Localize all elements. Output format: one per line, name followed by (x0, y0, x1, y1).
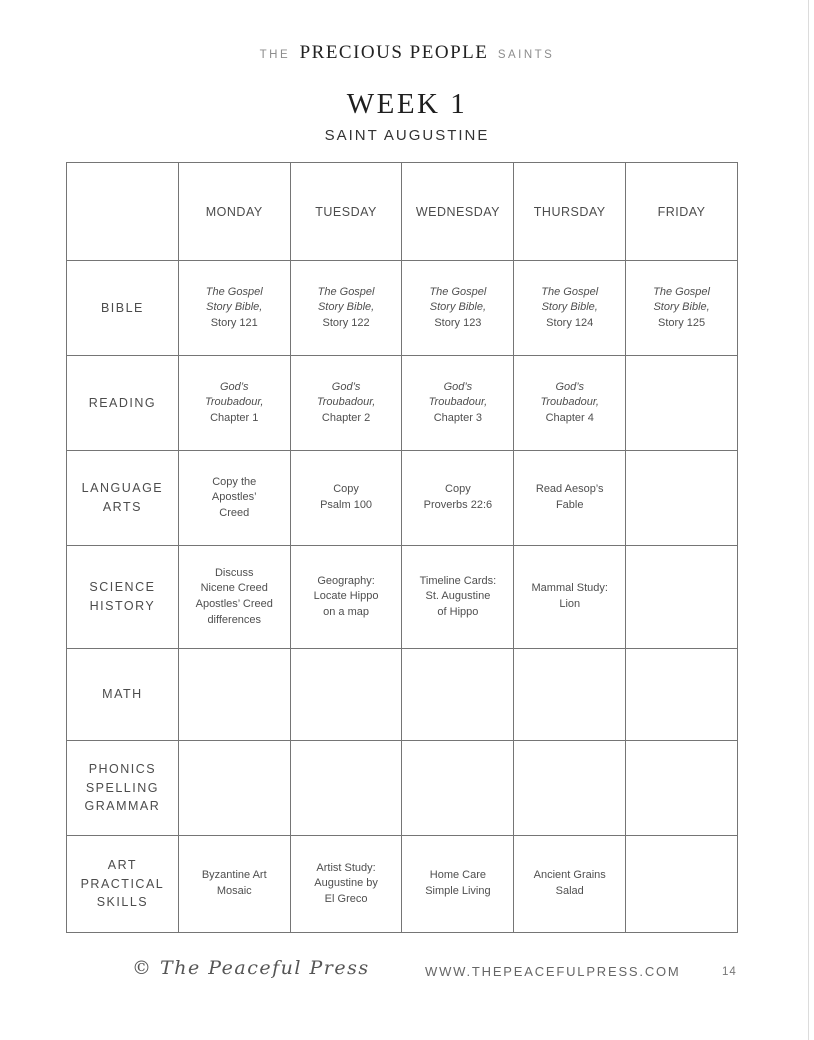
schedule-cell (178, 649, 290, 741)
schedule-cell: Artist Study: Augustine by El Greco (290, 836, 402, 933)
schedule-cell (626, 649, 738, 741)
subject-label: MATH (67, 649, 179, 741)
schedule-cell: God’s Troubadour, Chapter 1 (178, 356, 290, 451)
schedule-cell (514, 649, 626, 741)
subject-row (67, 451, 738, 546)
subject-label: READING (67, 356, 179, 451)
schedule-cell (178, 741, 290, 836)
page-edge-line (808, 0, 809, 1040)
schedule-cell: Ancient Grains Salad (514, 836, 626, 933)
subject-row (67, 356, 738, 451)
schedule-cell: The Gospel Story Bible, Story 121 (178, 261, 290, 356)
copyright-text: © The Peaceful Press (132, 957, 370, 979)
subject-label: BIBLE (67, 261, 179, 356)
day-header-wednesday: WEDNESDAY (402, 163, 514, 261)
schedule-cell (626, 741, 738, 836)
page-number: 14 (722, 966, 737, 978)
schedule-cell: God’s Troubadour, Chapter 2 (290, 356, 402, 451)
schedule-cell: Byzantine Art Mosaic (178, 836, 290, 933)
subject-label: PHONICS SPELLING GRAMMAR (67, 741, 179, 836)
schedule-cell: Copy the Apostles’ Creed (178, 451, 290, 546)
schedule-header (67, 163, 738, 261)
brand-pre: THE (259, 49, 291, 61)
schedule-cell: Discuss Nicene Creed Apostles’ Creed differences (178, 546, 290, 649)
brand-header (0, 42, 814, 64)
weekly-schedule-table (66, 162, 738, 933)
schedule-cell: The Gospel Story Bible, Story 122 (290, 261, 402, 356)
day-header-thursday: THURSDAY (514, 163, 626, 261)
schedule-cell: Copy Psalm 100 (290, 451, 402, 546)
subject-label: SCIENCE HISTORY (67, 546, 179, 649)
schedule-cell (626, 451, 738, 546)
day-header-tuesday: TUESDAY (290, 163, 402, 261)
schedule-cell: God’s Troubadour, Chapter 3 (402, 356, 514, 451)
schedule-cell: Read Aesop’s Fable (514, 451, 626, 546)
schedule-cell: Mammal Study: Lion (514, 546, 626, 649)
schedule-cell: Copy Proverbs 22:6 (402, 451, 514, 546)
schedule-body (67, 261, 738, 933)
day-header-monday: MONDAY (178, 163, 290, 261)
subject-row (67, 546, 738, 649)
brand-title: PRECIOUS PEOPLE (299, 42, 489, 63)
schedule-cell (402, 649, 514, 741)
schedule-cell: The Gospel Story Bible, Story 125 (626, 261, 738, 356)
schedule-cell: Timeline Cards: St. Augustine of Hippo (402, 546, 514, 649)
subject-row (67, 741, 738, 836)
week-title: WEEK 1 (346, 88, 468, 120)
corner-cell (67, 163, 179, 261)
schedule-cell (626, 356, 738, 451)
subject-label: ART PRACTICAL SKILLS (67, 836, 179, 933)
subject-label: LANGUAGE ARTS (67, 451, 179, 546)
schedule-cell (290, 741, 402, 836)
schedule-cell (402, 741, 514, 836)
schedule-cell: The Gospel Story Bible, Story 123 (402, 261, 514, 356)
schedule-cell (514, 741, 626, 836)
schedule-cell (626, 836, 738, 933)
schedule-cell: The Gospel Story Bible, Story 124 (514, 261, 626, 356)
schedule-cell: Home Care Simple Living (402, 836, 514, 933)
schedule-cell (290, 649, 402, 741)
brand-post: SAINTS (497, 49, 555, 61)
website-url: WWW.THEPEACEFULPRESS.COM (425, 964, 681, 979)
week-subtitle: SAINT AUGUSTINE (324, 127, 490, 144)
header-row (67, 163, 738, 261)
schedule-cell (626, 546, 738, 649)
schedule-cell: God’s Troubadour, Chapter 4 (514, 356, 626, 451)
subject-row (67, 261, 738, 356)
subject-row (67, 649, 738, 741)
subject-row (67, 836, 738, 933)
day-header-friday: FRIDAY (626, 163, 738, 261)
schedule-cell: Geography: Locate Hippo on a map (290, 546, 402, 649)
